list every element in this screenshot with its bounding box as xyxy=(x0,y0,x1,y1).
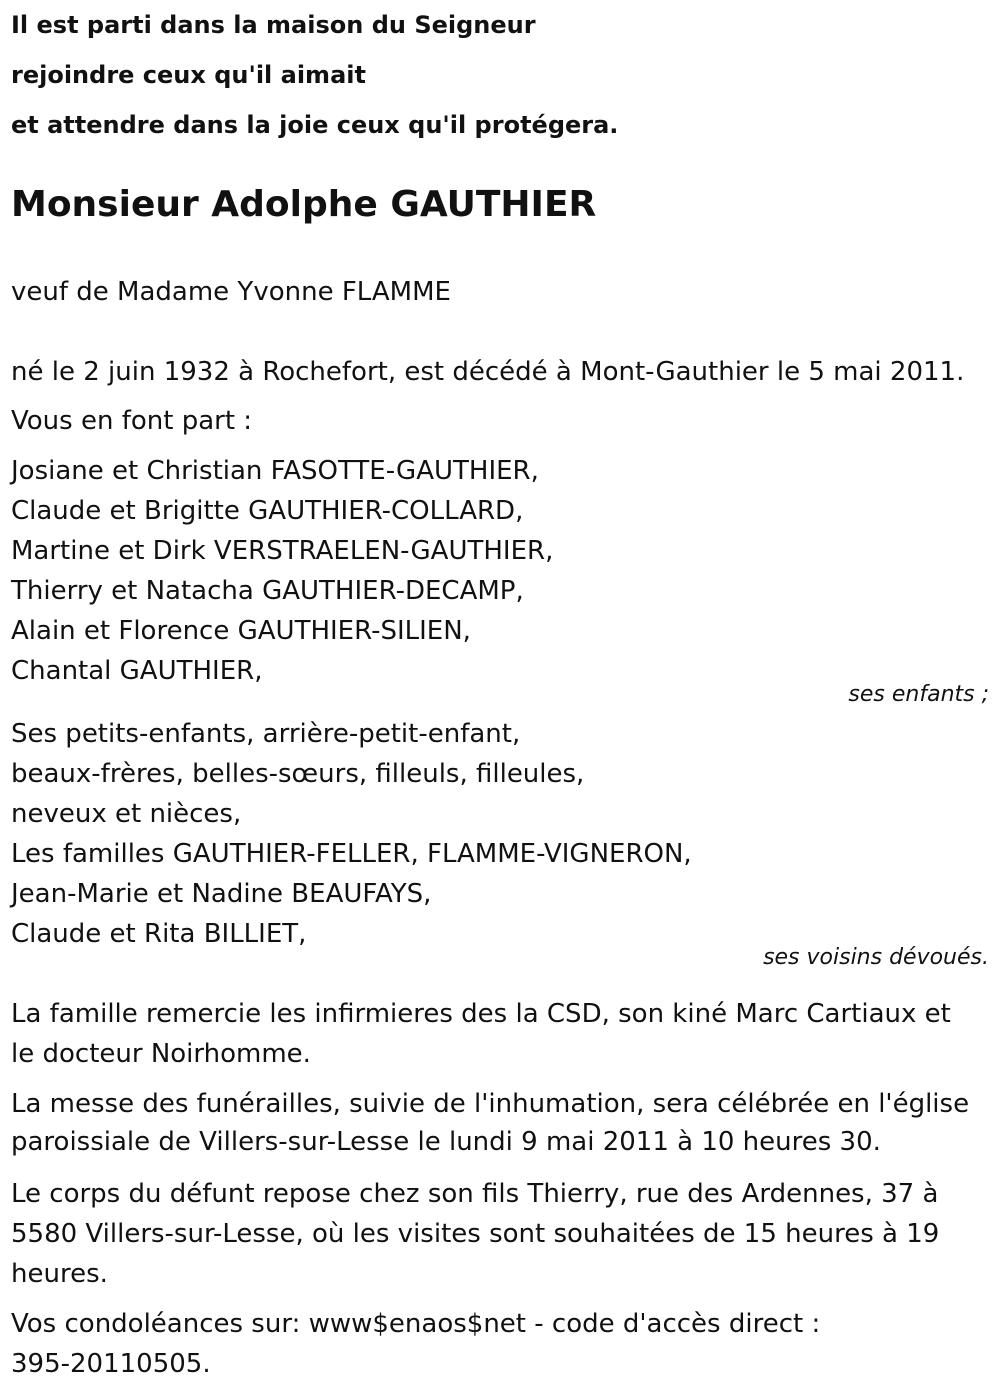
relative-entry: Ses petits-enfants, arrière-petit-enfant, xyxy=(11,719,521,749)
relative-entry: Jean-Marie et Nadine BEAUFAYS, xyxy=(11,879,432,909)
relative-entry: Les familles GAUTHIER-FELLER, FLAMME-VIGNERON, xyxy=(11,839,692,869)
condolences-code: 395-20110505. xyxy=(11,1349,211,1379)
announcers-intro: Vous en font part : xyxy=(11,406,253,436)
spouse-line: veuf de Madame Yvonne FLAMME xyxy=(11,277,451,307)
visitation-line: Le corps du défunt repose chez son fils Thierry, rue des Ardennes, 37 à xyxy=(11,1179,939,1209)
relative-entry: neveux et nièces, xyxy=(11,799,242,829)
child-entry: Martine et Dirk VERSTRAELEN-GAUTHIER, xyxy=(11,536,554,566)
deceased-name: Monsieur Adolphe GAUTHIER xyxy=(11,184,597,225)
relative-entry: beaux-frères, belles-sœurs, filleuls, filleules, xyxy=(11,759,585,789)
verse-line-1: Il est parti dans la maison du Seigneur xyxy=(11,11,536,39)
children-label: ses enfants ; xyxy=(848,682,989,707)
neighbors-label: ses voisins dévoués. xyxy=(763,945,989,970)
child-entry: Alain et Florence GAUTHIER-SILIEN, xyxy=(11,616,471,646)
condolences-line: Vos condoléances sur: www$enaos$net - code d'accès direct : xyxy=(11,1309,821,1339)
verse-line-2: rejoindre ceux qu'il aimait xyxy=(11,61,366,89)
thanks-line: le docteur Noirhomme. xyxy=(11,1039,311,1069)
child-entry: Chantal GAUTHIER, xyxy=(11,656,263,686)
relative-entry: Claude et Rita BILLIET, xyxy=(11,919,307,949)
funeral-line: paroissiale de Villers-sur-Lesse le lundi 9 mai 2011 à 10 heures 30. xyxy=(11,1127,881,1157)
funeral-line: La messe des funérailles, suivie de l'inhumation, sera célébrée en l'église xyxy=(11,1089,970,1119)
birth-death-line: né le 2 juin 1932 à Rochefort, est décédé à Mont-Gauthier le 5 mai 2011. xyxy=(11,357,965,387)
visitation-line: heures. xyxy=(11,1259,108,1289)
child-entry: Josiane et Christian FASOTTE-GAUTHIER, xyxy=(11,456,539,486)
thanks-line: La famille remercie les infirmieres des la CSD, son kiné Marc Cartiaux et xyxy=(11,999,951,1029)
child-entry: Thierry et Natacha GAUTHIER-DECAMP, xyxy=(11,576,524,606)
verse-line-3: et attendre dans la joie ceux qu'il protégera. xyxy=(11,111,619,139)
child-entry: Claude et Brigitte GAUTHIER-COLLARD, xyxy=(11,496,524,526)
visitation-line: 5580 Villers-sur-Lesse, où les visites sont souhaitées de 15 heures à 19 xyxy=(11,1219,940,1249)
